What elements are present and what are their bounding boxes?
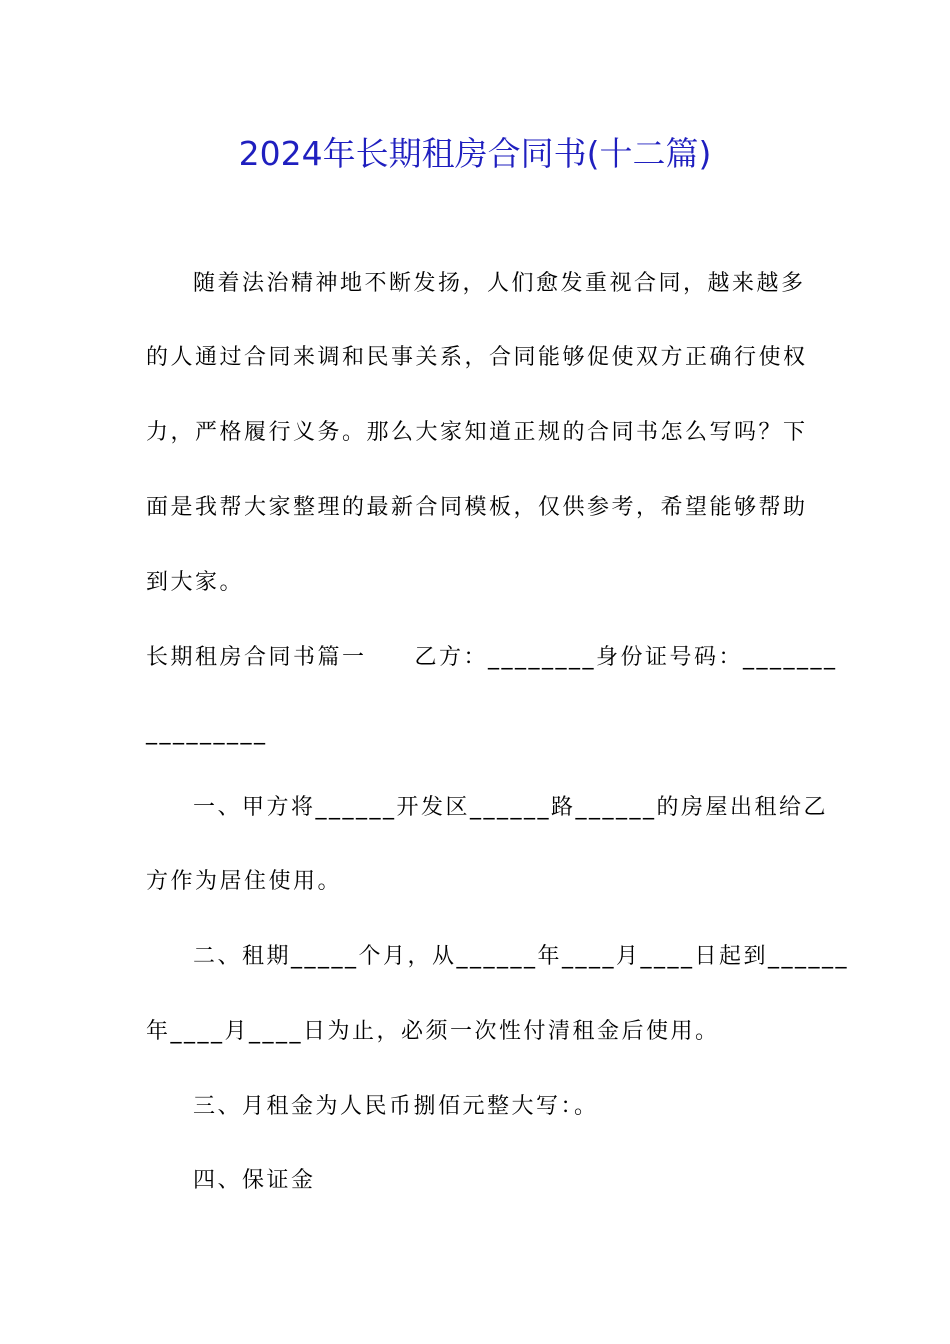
intro-line-2: 的人通过合同来调和民事关系，合同能够促使双方正确行使权: [146, 345, 808, 370]
clause-2-line-1: 二、租期_____个月，从______年____月____日起到______: [193, 944, 850, 969]
intro-line-4: 面是我帮大家整理的最新合同模板，仅供参考，希望能够帮助: [146, 495, 808, 520]
party-b-line-cont: _________: [146, 720, 268, 745]
section-heading-row: [146, 641, 838, 675]
section-heading: 长期租房合同书篇一: [146, 645, 367, 670]
document-title: 2024年长期租房合同书(十二篇): [238, 134, 712, 173]
intro-line-5: 到大家。: [146, 570, 245, 595]
clause-2-line-2: 年____月____日为止，必须一次性付清租金后使用。: [146, 1019, 720, 1044]
clause-3: 三、月租金为人民币捌佰元整大写：。: [193, 1094, 599, 1119]
clause-1-line-2: 方作为居住使用。: [146, 869, 343, 894]
party-b-line: 乙方：________身份证号码：_______: [414, 645, 838, 670]
clause-1-line-1: 一、甲方将______开发区______路______的房屋出租给乙: [193, 795, 829, 820]
clause-4: 四、保证金: [193, 1168, 316, 1193]
intro-line-3: 力，严格履行义务。那么大家知道正规的合同书怎么写吗？下: [146, 420, 808, 445]
intro-line-1: 随着法治精神地不断发扬，人们愈发重视合同，越来越多: [193, 271, 806, 296]
